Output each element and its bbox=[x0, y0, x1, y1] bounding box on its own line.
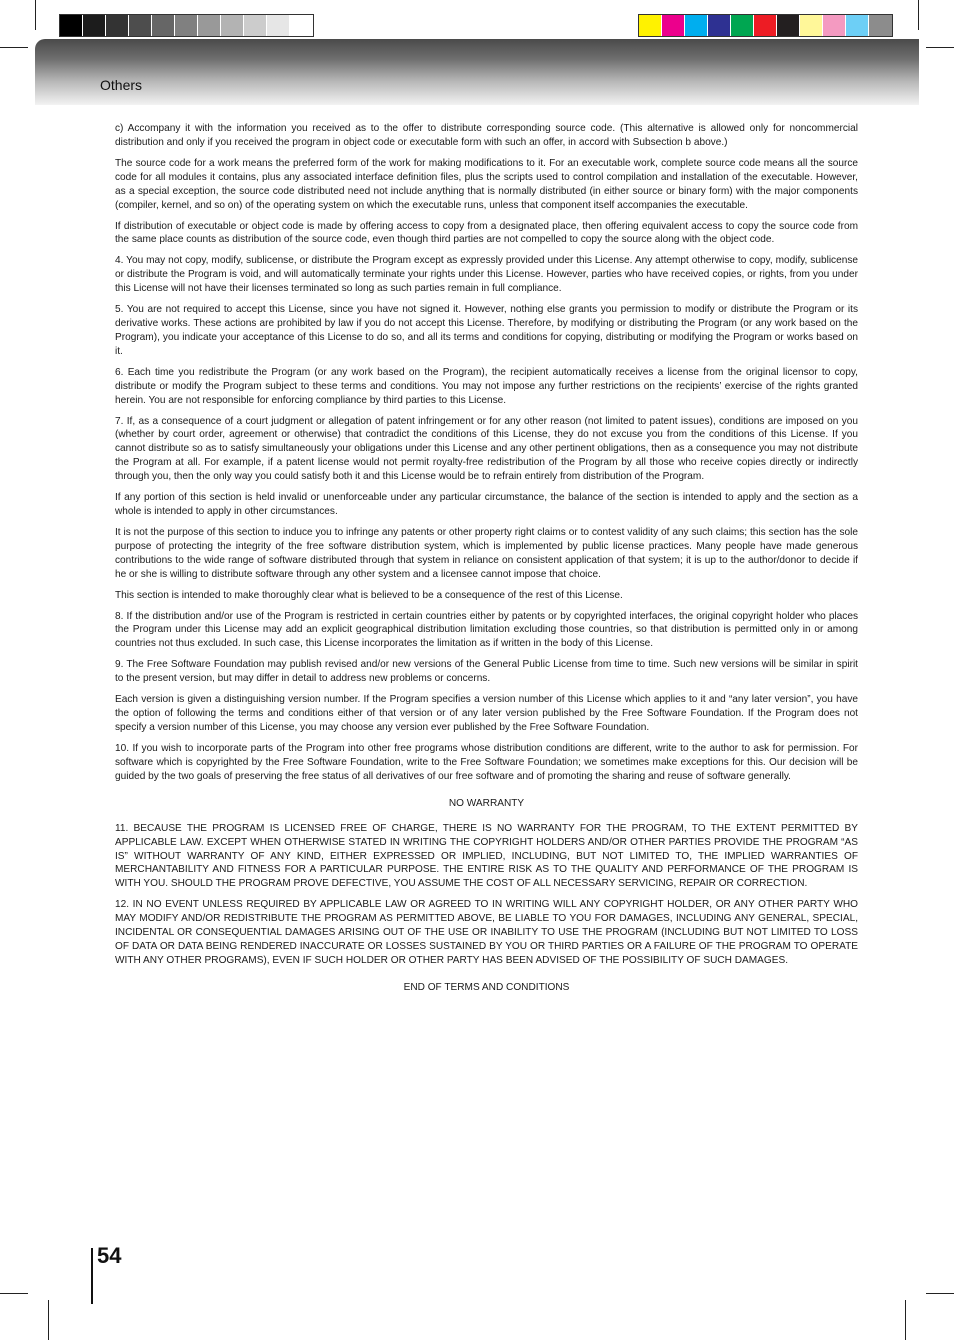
license-paragraphs bbox=[115, 122, 858, 784]
no-warranty-heading: NO WARRANTY bbox=[448, 797, 525, 809]
section-header-band bbox=[35, 39, 919, 105]
paragraph: 10. If you wish to incorporate parts of the Program into other free programs whose distribution conditions are different, write to the author to ask for permission. For software which is copyrighted by the Free Software Foundation, write to the Free Software Foundation; we sometimes make exceptions for this. Our decision will be guided by the two goals of preserving the free status of all derivatives of our free software and of promoting the sharing and reuse of software generally. bbox=[115, 742, 858, 782]
crop-mark bbox=[926, 1293, 954, 1294]
paragraph: 4. You may not copy, modify, sublicense, or distribute the Program except as expressly provided under this License. Any attempt otherwise to copy, modify, sublicense or distribute the Program is void, and will automatically terminate your rights under this License. However, parties who have received copies, or rights, from you under this License will not have their licenses terminated so long as such parties remain in full compliance. bbox=[115, 255, 858, 295]
color-swatch bbox=[777, 15, 800, 36]
color-swatch bbox=[639, 15, 662, 36]
paragraph: It is not the purpose of this section to induce you to infringe any patents or other property right claims or to contest validity of any such claims; this section has the sole purpose of protecting the integrity of the free software distribution system, which is implemented by public license practices. Many people have made generous contributions to the wide range of software distributed through that system in reliance on consistent application of that system; it is up to the author/donor to decide if he or she is willing to distribute software through any other system and a licensee cannot impose that choice. bbox=[115, 526, 858, 580]
grayscale-calibration-bar bbox=[59, 14, 314, 37]
page-number: 54 bbox=[97, 1243, 122, 1268]
crop-mark bbox=[35, 0, 36, 30]
color-swatch bbox=[708, 15, 731, 36]
color-swatch bbox=[221, 15, 244, 36]
license-text bbox=[115, 122, 858, 1006]
crop-mark bbox=[0, 1293, 28, 1294]
crop-mark bbox=[905, 1300, 906, 1340]
paragraph: 5. You are not required to accept this License, since you have not signed it. However, nothing else grants you permission to modify or distribute the Program or its derivative works. These actions are prohibited by law if you do not accept this License. Therefore, by modifying or distributing the Program (or any work based on the Program), you indicate your acceptance of this License to do so, and all its terms and conditions for copying, distributing or modifying the Program or works based on it. bbox=[115, 304, 858, 357]
crop-mark bbox=[48, 1300, 49, 1340]
paragraph: 8. If the distribution and/or use of the Program is restricted in certain countries either by patents or by copyrighted interfaces, the original copyright holder who places the Program under this License may add an explicit geographical distribution limitation excluding those countries, so that distribution is permitted only in or among countries not thus excluded. In such case, this License incorporates the limitation as if written in the body of this License. bbox=[115, 610, 858, 650]
paragraph: If distribution of executable or object code is made by offering access to copy from a designated place, then offering equivalent access to copy the source code from the same place counts as distribution of the source code, even though third parties are not compelled to copy the source along with the object code. bbox=[115, 220, 858, 246]
page-number-rule bbox=[91, 1248, 93, 1304]
color-swatch bbox=[846, 15, 869, 36]
paragraph: If any portion of this section is held invalid or unenforceable under any particular circumstance, the balance of the section is intended to apply and the section as a whole is intended to apply in other circumstances. bbox=[115, 492, 858, 518]
color-swatch bbox=[129, 15, 152, 36]
color-swatch bbox=[152, 15, 175, 36]
color-swatch bbox=[685, 15, 708, 36]
color-swatch bbox=[83, 15, 106, 36]
color-swatch bbox=[823, 15, 846, 36]
color-calibration-bar bbox=[638, 14, 893, 37]
color-swatch bbox=[244, 15, 267, 36]
paragraph: Each version is given a distinguishing version number. If the Program specifies a version number of this License which applies to it and “any later version”, you have the option of following the terms and conditions either of that version or of any later version published by the Free Software Foundation. If the Program does not specify a version number of this License, you may choose any version ever published by the Free Software Foundation. bbox=[115, 694, 858, 733]
color-swatch bbox=[800, 15, 823, 36]
crop-mark bbox=[918, 0, 919, 30]
end-heading: END OF TERMS AND CONDITIONS bbox=[403, 982, 570, 994]
color-swatch bbox=[290, 15, 313, 36]
color-swatch bbox=[754, 15, 777, 36]
section-title: Others bbox=[100, 77, 143, 93]
color-swatch bbox=[869, 15, 892, 36]
color-swatch bbox=[106, 15, 129, 36]
paragraph: 11. BECAUSE THE PROGRAM IS LICENSED FREE OF CHARGE, THERE IS NO WARRANTY FOR THE PROGRAM, TO THE EXTENT PERMITTED BY APPLICABLE LAW. EXCEPT WHEN OTHERWISE STATED IN WRITING THE COPYRIGHT HOLDERS AND/OR OTHER PARTIES PROVIDE THE PROGRAM “AS IS” WITHOUT WARRANTY OF ANY KIND, EITHER EXPRESSED OR IMPLIED, INCLUDING, BUT NOT LIMITED TO, THE IMPLIED WARRANTIES OF MERCHANTABILITY AND FITNESS FOR A PARTICULAR PURPOSE. THE ENTIRE RISK AS TO THE QUALITY AND PERFORMANCE OF THE PROGRAM IS WITH YOU. SHOULD THE PROGRAM PROVE DEFECTIVE, YOU ASSUME THE COST OF ALL NECESSARY SERVICING, REPAIR OR CORRECTION. bbox=[115, 822, 858, 890]
paragraph: 12. IN NO EVENT UNLESS REQUIRED BY APPLICABLE LAW OR AGREED TO IN WRITING WILL ANY COPYRIGHT HOLDER, OR ANY OTHER PARTY WHO MAY MODIFY AND/OR REDISTRIBUTE THE PROGRAM AS PERMITTED ABOVE, BE LIABLE TO YOU FOR DAMAGES, INCLUDING ANY GENERAL, SPECIAL, INCIDENTAL OR CONSEQUENTIAL DAMAGES ARISING OUT OF THE USE OR INABILITY TO USE THE PROGRAM (INCLUDING BUT NOT LIMITED TO LOSS OF DATA OR DATA BEING RENDERED INACCURATE OR LOSSES SUSTAINED BY YOU OR THIRD PARTIES OR A FAILURE OF THE PROGRAM TO OPERATE WITH ANY OTHER PROGRAMS), EVEN IF SUCH HOLDER OR OTHER PARTY HAS BEEN ADVISED OF THE POSSIBILITY OF SUCH DAMAGES. bbox=[115, 899, 858, 967]
crop-mark bbox=[926, 47, 954, 48]
paragraph: 7. If, as a consequence of a court judgment or allegation of patent infringement or for any other reason (not limited to patent issues), conditions are imposed on you (whether by court order, agreement or otherwise) that contradict the conditions of this License, they do not excuse you from the conditions of this License. If you cannot distribute so as to satisfy simultaneously your obligations under this License and any other pertinent obligations, then as a consequence you may not distribute the Program at all. For example, if a patent license would not permit royalty-free redistribution of the Program by all those who receive copies directly or indirectly through you, then the only way you could satisfy both it and this License would be to refrain entirely from distribution of the Program. bbox=[115, 415, 858, 483]
color-swatch bbox=[267, 15, 290, 36]
color-swatch bbox=[175, 15, 198, 36]
paragraph: 6. Each time you redistribute the Program (or any work based on the Program), the recipient automatically receives a license from the original licensor to copy, distribute or modify the Program subject to these terms and conditions. You may not impose any further restrictions on the recipients’ exercise of the rights granted herein. You are not responsible for enforcing compliance by third parties to this License. bbox=[115, 366, 858, 406]
color-swatch bbox=[731, 15, 754, 36]
paragraph: c) Accompany it with the information you received as to the offer to distribute corresponding source code. (This alternative is allowed only for noncommercial distribution and only if you received the program in object code or executable form with such an offer, in accord with Subsection b above.) bbox=[115, 123, 858, 148]
warranty-paragraphs bbox=[115, 822, 858, 968]
color-swatch bbox=[662, 15, 685, 36]
color-swatch bbox=[198, 15, 221, 36]
crop-mark bbox=[0, 47, 28, 48]
paragraph: 9. The Free Software Foundation may publish revised and/or new versions of the General Public License from time to time. Such new versions will be similar in spirit to the present version, but may differ in detail to address new problems or concerns. bbox=[115, 659, 858, 685]
color-swatch bbox=[60, 15, 83, 36]
paragraph: This section is intended to make thoroughly clear what is believed to be a consequence of the rest of this License. bbox=[115, 589, 623, 601]
paragraph: The source code for a work means the preferred form of the work for making modifications to it. For an executable work, complete source code means all the source code for all modules it contains, plus any associated interface definition files, plus the scripts used to control compilation and installation of the executable. However, as a special exception, the source code distributed need not include anything that is normally distributed (in either source or binary form) with the major components (compiler, kernel, and so on) of the operating system on which the executable runs, unless that component itself accompanies the executable. bbox=[115, 157, 858, 211]
